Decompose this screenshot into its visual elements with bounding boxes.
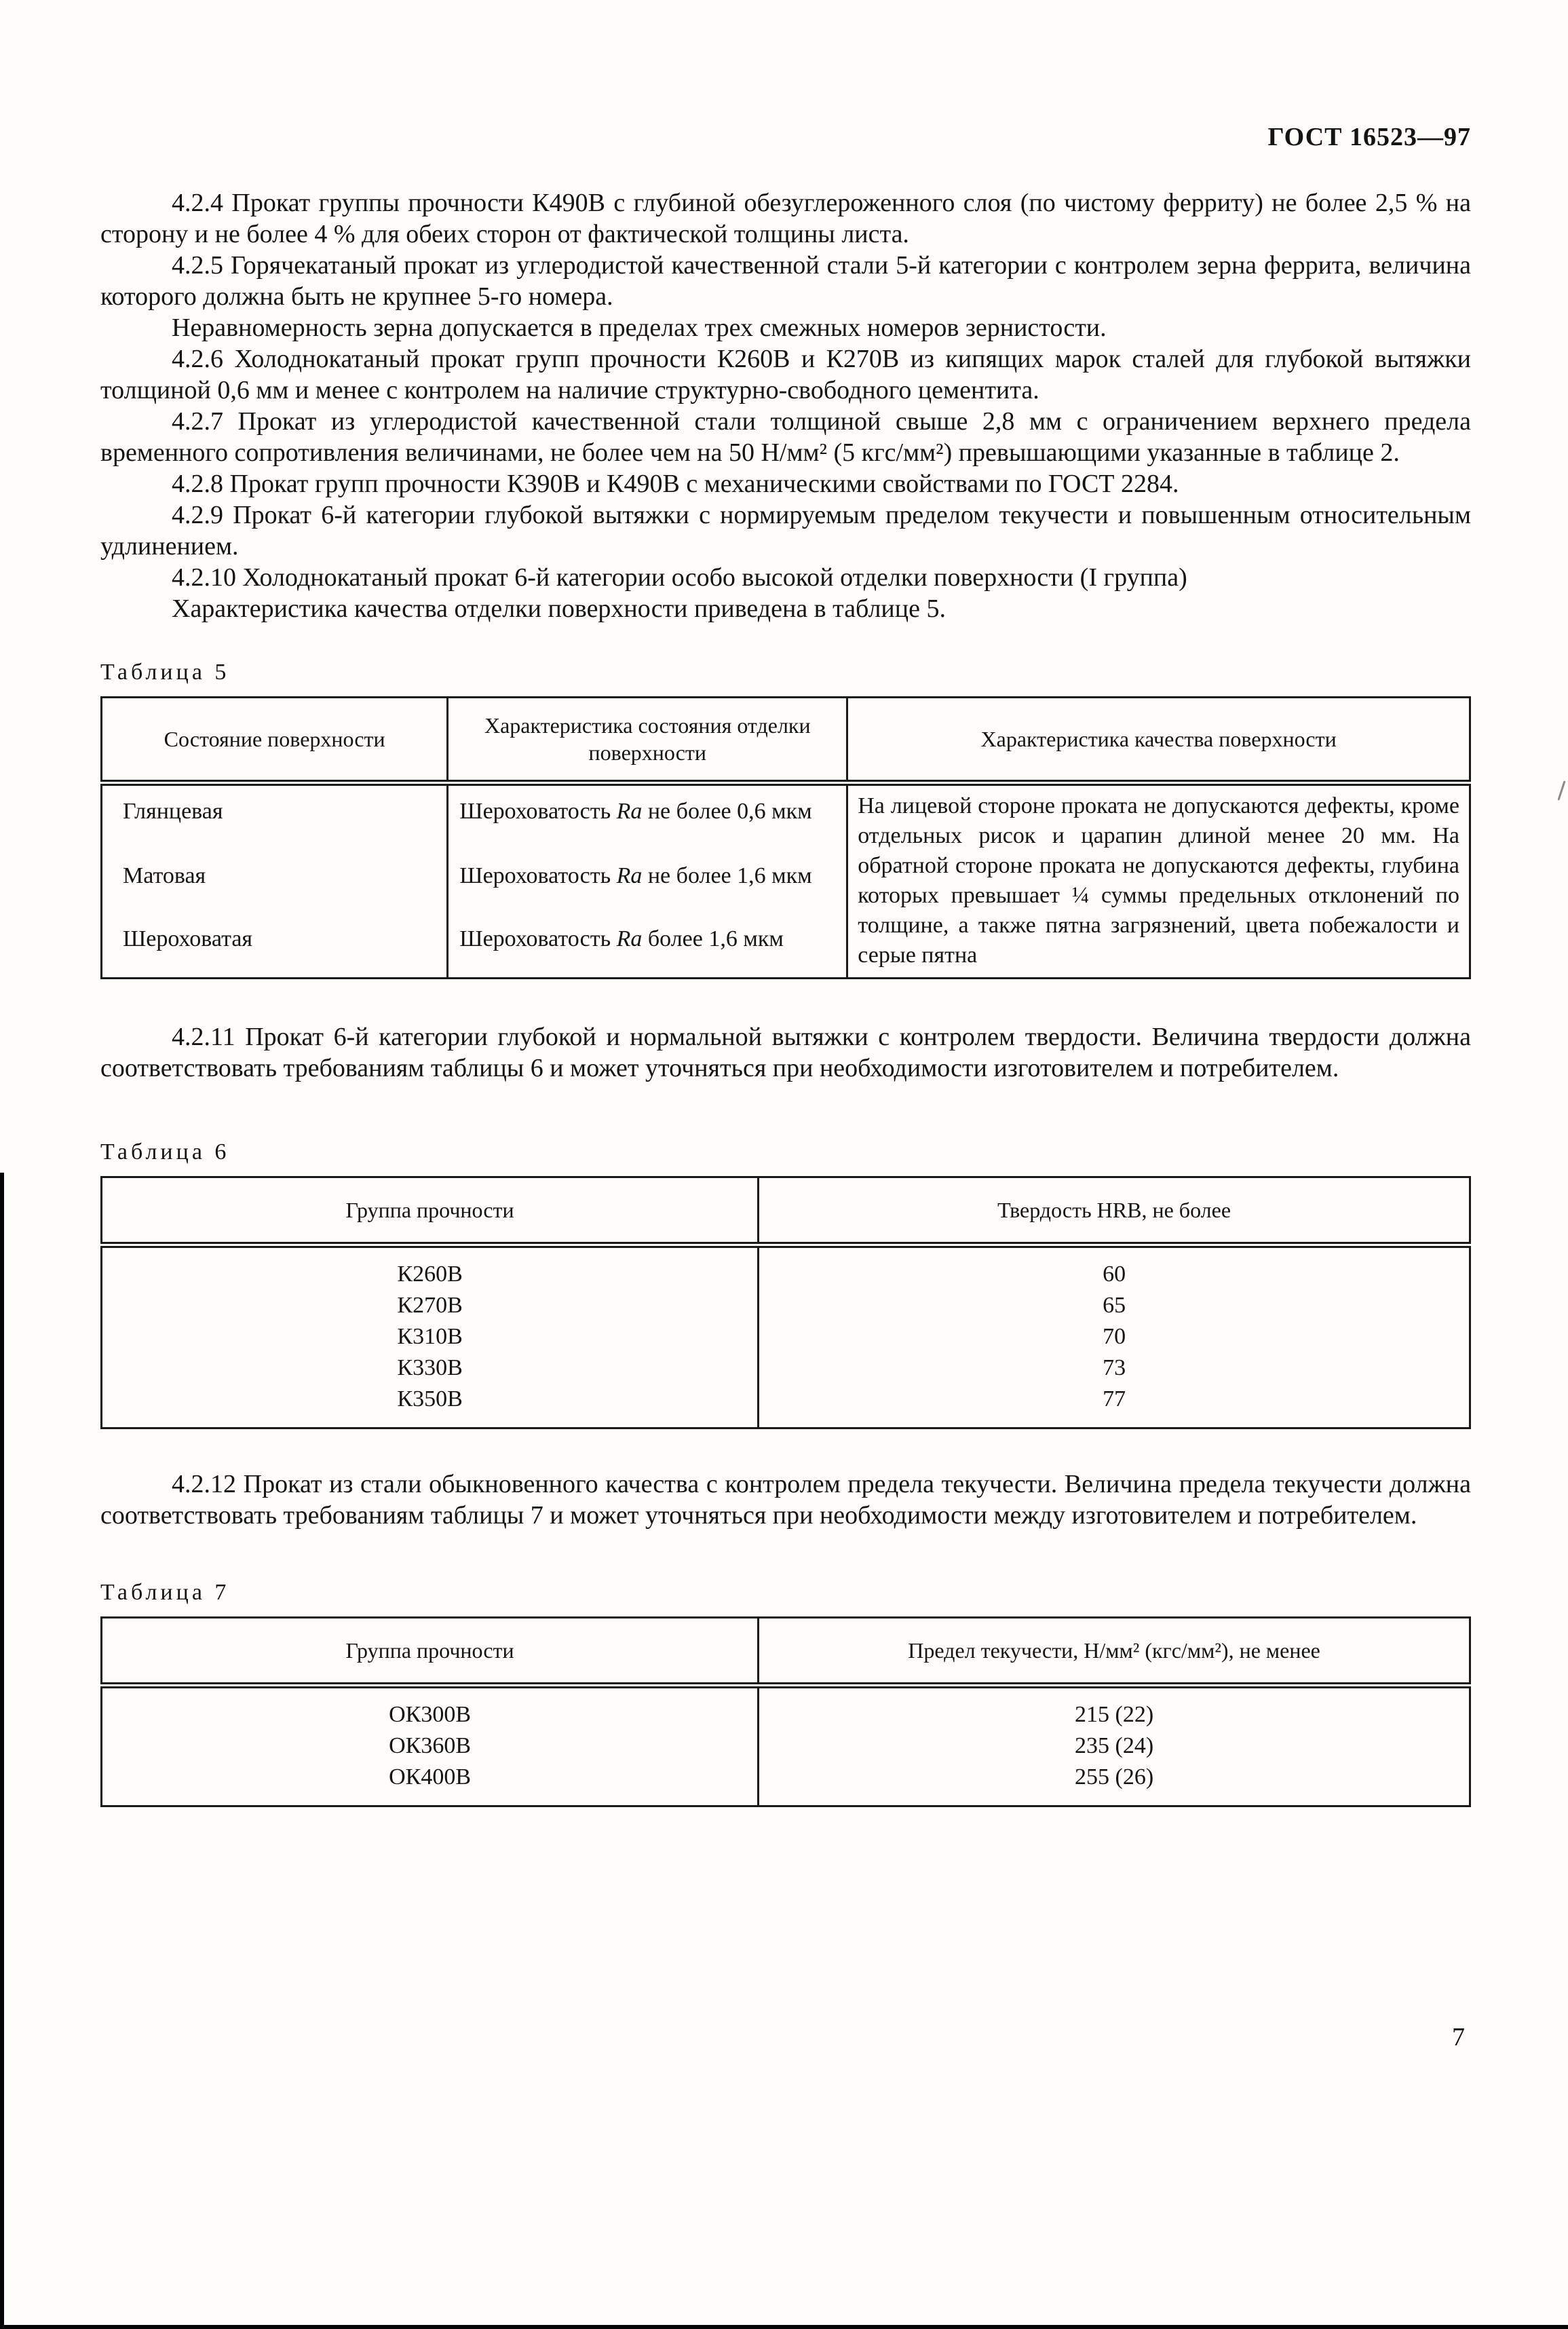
paragraph-4-2-8: 4.2.8 Прокат групп прочности К390В и К490В с механическими свойствами по ГОСТ 2284. — [172, 470, 1179, 498]
paragraph-4-2-11: 4.2.11 Прокат 6-й категории глубокой и нормальной вытяжки с контролем твердости. Величина твердости должна соответствовать требованиям таблицы 6 и может уточняться при необходимости изготовителем и потребителем. — [100, 1023, 1471, 1082]
table5-header-finish: Характеристика состояния отделки поверхности — [448, 698, 847, 783]
page-content — [100, 122, 1471, 1807]
table-row — [102, 1762, 1470, 1806]
table6-value-cell: 65 — [759, 1290, 1470, 1321]
table5-row-glossy — [102, 783, 1470, 851]
table6-group-cell: К350В — [397, 1386, 463, 1412]
paragraph-4-2-12: 4.2.12 Прокат из стали обыкновенного качества с контролем предела текучести. Величина предела текучести должна соответствовать требованиям таблицы 7 и может уточняться при необходимости между изготовителем и потребителем. — [100, 1470, 1471, 1530]
table6-group-cell: К260В — [397, 1262, 463, 1287]
table7-header-row — [102, 1618, 1470, 1686]
table7-group-cell: ОК400В — [389, 1764, 472, 1790]
table7-caption: Таблица 7 — [100, 1580, 230, 1605]
standard-number: ГОСТ 16523—97 — [1267, 123, 1471, 151]
table5-caption: Таблица 5 — [100, 660, 230, 685]
table5-header-surface: Состояние поверхности — [102, 698, 448, 783]
paragraph-4-2-5: 4.2.5 Горячекатаный прокат из углеродистой качественной стали 5-й категории с контролем зерна феррита, величина которого должна быть не крупнее 5-го номера. — [100, 251, 1471, 311]
table5-header-row — [102, 698, 1470, 783]
table7-value-cell: 235 (24) — [759, 1730, 1470, 1762]
table-6 — [100, 1176, 1471, 1429]
table-7 — [100, 1616, 1471, 1807]
roughness-text: Шероховатость — [459, 863, 611, 889]
roughness-text: более 1,6 мкм — [647, 926, 784, 952]
paragraph-4-2-7: 4.2.7 Прокат из углеродистой качественной стали толщиной свыше 2,8 мм с ограничением верхнего предела временного сопротивления величинами, не более чем на 50 Н/мм² (5 кгс/мм²) превышающими указанные в таблице 2. — [100, 407, 1471, 467]
roughness-text: не более 1,6 мкм — [647, 863, 812, 889]
roughness-text: Шероховатость — [459, 799, 611, 824]
table6-group-cell: К310В — [397, 1324, 463, 1349]
table5-header-quality: Характеристика качества поверхности — [847, 698, 1470, 783]
paragraph-4-2-10-note: Характеристика качества отделки поверхности приведена в таблице 5. — [172, 594, 946, 623]
table-row — [102, 1245, 1470, 1291]
table-row — [102, 1352, 1470, 1384]
table-5 — [100, 696, 1471, 979]
table7-value-cell: 215 (22) — [759, 1686, 1470, 1731]
table-row — [102, 1686, 1470, 1731]
table6-value-cell: 70 — [759, 1321, 1470, 1352]
table5-roughness-glossy — [448, 783, 847, 851]
table6-group-cell: К330В — [397, 1355, 463, 1380]
table7-header-yield: Предел текучести, Н/мм² (кгс/мм²), не менее — [759, 1618, 1470, 1686]
table-row — [102, 1321, 1470, 1352]
table-row — [102, 1384, 1470, 1428]
roughness-symbol: Ra — [616, 863, 643, 889]
table7-value-cell: 255 (26) — [759, 1762, 1470, 1806]
table5-surface-glossy: Глянцевая — [123, 799, 223, 824]
scan-edge-artifact-bottom — [0, 2325, 1568, 2329]
pencil-mark-artifact — [1557, 780, 1565, 800]
table7-group-cell: ОК300В — [389, 1702, 472, 1727]
page-number: 7 — [1452, 2023, 1465, 2051]
table-row — [102, 1290, 1470, 1321]
table5-roughness-rough — [448, 913, 847, 978]
paragraph-4-2-10: 4.2.10 Холоднокатаный прокат 6-й категории особо высокой отделки поверхности (I группа) — [172, 563, 1187, 592]
table5-surface-rough: Шероховатая — [123, 926, 253, 952]
table6-header-group: Группа прочности — [102, 1177, 759, 1245]
table6-value-cell: 73 — [759, 1352, 1470, 1384]
table7-header-group: Группа прочности — [102, 1618, 759, 1686]
table6-value-cell: 77 — [759, 1384, 1470, 1428]
table7-group-cell: ОК360В — [389, 1733, 472, 1758]
scan-edge-artifact-left — [0, 1173, 4, 2329]
roughness-text: не более 0,6 мкм — [647, 799, 812, 824]
table-row — [102, 1730, 1470, 1762]
paragraph-4-2-6: 4.2.6 Холоднокатаный прокат групп прочности К260В и К270В из кипящих марок сталей для глубокой вытяжки толщиной 0,6 мм и менее с контролем на наличие структурно-свободного цементита. — [100, 345, 1471, 404]
table6-header-row — [102, 1177, 1470, 1245]
roughness-text: Шероховатость — [459, 926, 611, 952]
table6-value-cell: 60 — [759, 1245, 1470, 1291]
table5-quality-cell: На лицевой стороне проката не допускаются дефекты, кроме отдельных рисок и царапин длиной менее 20 мм. На обратной стороне проката не допускаются дефекты, глубина которых превышает ¼ суммы предельных отклонений по толщине, а также пятна загрязнений, цвета побежалости и серые пятна — [847, 783, 1470, 979]
table6-group-cell: К270В — [397, 1293, 463, 1318]
table5-roughness-matte — [448, 850, 847, 913]
table5-surface-matte: Матовая — [123, 863, 206, 889]
table6-caption: Таблица 6 — [100, 1139, 230, 1164]
paragraph-4-2-5-note: Неравномерность зерна допускается в пределах трех смежных номеров зернистости. — [172, 314, 1107, 342]
roughness-symbol: Ra — [616, 799, 643, 824]
table6-header-hardness: Твердость HRB, не более — [759, 1177, 1470, 1245]
paragraph-4-2-9: 4.2.9 Прокат 6-й категории глубокой вытяжки с нормируемым пределом текучести и повышенным относительным удлинением. — [100, 501, 1471, 561]
paragraph-4-2-4: 4.2.4 Прокат группы прочности К490В с глубиной обезуглероженного слоя (по чистому ферриту) не более 2,5 % на сторону и не более 4 % для обеих сторон от фактической толщины листа. — [100, 189, 1471, 248]
roughness-symbol: Ra — [616, 926, 643, 952]
